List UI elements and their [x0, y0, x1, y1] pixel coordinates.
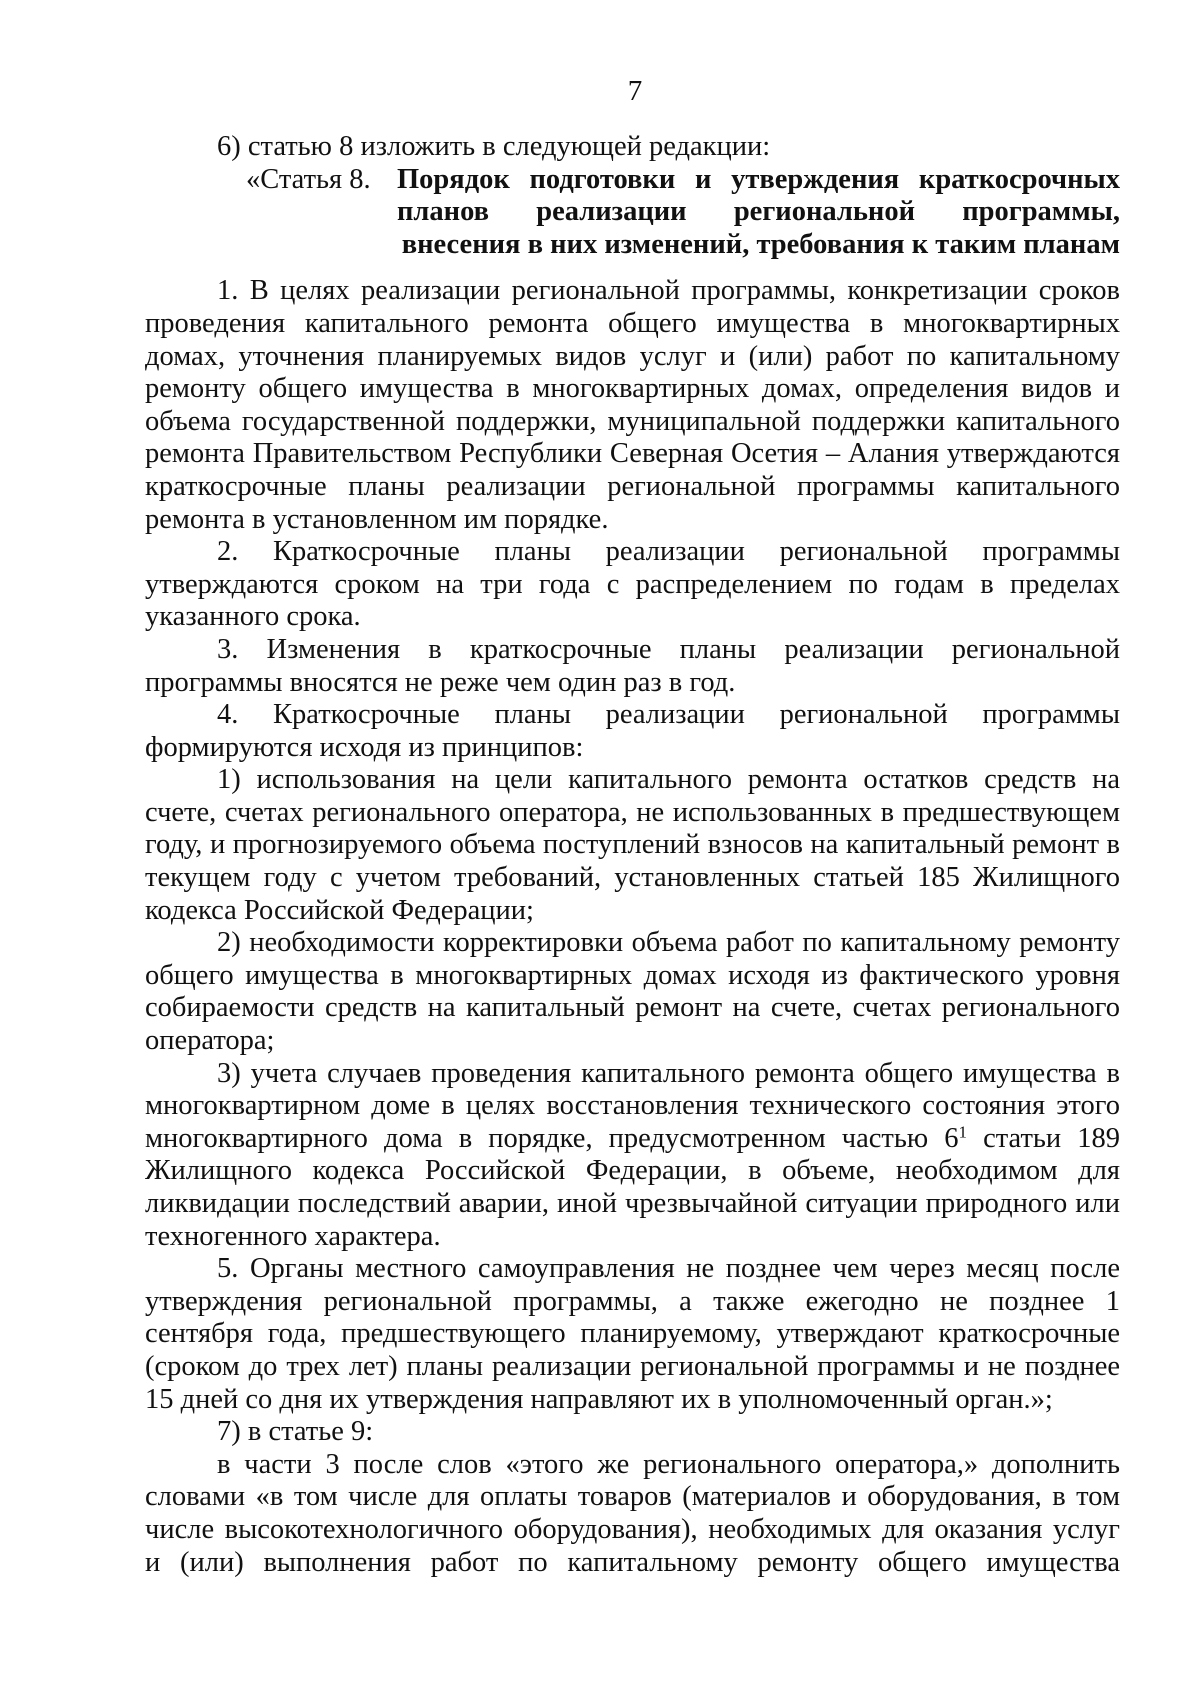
paragraph-2: 2. Краткосрочные планы реализации региональной программы утверждаются сроком на три года с распределением по годам в пределах указанного срока. [145, 536, 1120, 633]
paragraph-4-item-1: 1) использования на цели капитального ремонта остатков средств на счете, счетах регионального оператора, не использованных в предшествующем году, и прогнозируемого объема поступлений взносов на капитальный ремонт в текущем году с учетом требований, установленных статьей 185 Жилищного кодекса Российской Федерации; [145, 764, 1120, 926]
article-heading [145, 164, 1120, 262]
heading-spacer [145, 261, 1120, 275]
amendment-item-7: 7) в статье 9: [217, 1416, 374, 1448]
amendment-item-7-text: в части 3 после слов «этого же регионального оператора,» дополнить словами «в том числе для оплаты товаров (материалов и оборудования, в том числе высокотехнологичного оборудования), необходимых для оказания услуг и (или) выполнения работ по капитальному ремонту общего имущества [145, 1448, 1120, 1578]
item-3-text-start: 3) учета случаев проведения капитального ремонта общего имущества в многоквартирном доме в целях восстановления технического состояния этого многоквартирного дома в порядке, предусмотренном частью 6 [145, 1057, 1120, 1154]
paragraph-5: 5. Органы местного самоуправления не позднее чем через месяц после утверждения региональной программы, а также ежегодно не позднее 1 сентября года, предшествующего планируемому, утверждают краткосрочные (сроком до трех лет) планы реализации региональной программы и не позднее 15 дней со дня их утверждения направляют их в уполномоченный орган.»; [145, 1253, 1120, 1415]
paragraph-4: 4. Краткосрочные планы реализации региональной программы формируются исходя из принципов: [145, 699, 1120, 763]
article-title [397, 164, 1120, 262]
superscript-index: 1 [958, 1122, 968, 1142]
item-3-text-end: статьи 189 Жилищного кодекса Российской Федерации, в объеме, необходимом для ликвидации последствий аварии, иной чрезвычайной ситуации природного или техногенного характера. [145, 1122, 1120, 1252]
paragraph-4-item-2: 2) необходимости корректировки объема работ по капитальному ремонту общего имущества в многоквартирных домах исходя из фактического уровня собираемости средств на капитальный ремонт на счете, счетах регионального оператора; [145, 927, 1120, 1057]
article-number: «Статья 8. [246, 163, 371, 195]
article-title-line-2: внесения в них изменений, требования к таким планам [401, 228, 1120, 260]
paragraph-3: 3. Изменения в краткосрочные планы реализации региональной программы вносятся не реже чем один раз в год. [145, 633, 1120, 698]
paragraph-4-item-3 [145, 1058, 1120, 1254]
amendment-item-6: 6) статью 8 изложить в следующей редакции: [217, 131, 771, 162]
paragraph-1: 1. В целях реализации региональной программы, конкретизации сроков проведения капитального ремонта общего имущества в многоквартирных домах, уточнения планируемых видов услуг и (или) работ по капитальному ремонту общего имущества в многоквартирных домах, определения видов и объема государственной поддержки, муниципальной поддержки капитального ремонта Правительством Республики Северная Осетия – Алания утверждаются краткосрочные планы реализации региональной программы капитального ремонта в установленном им порядке. [145, 275, 1120, 535]
page-number: 7 [627, 75, 643, 107]
document-body [145, 131, 1120, 1579]
article-title-line-1: Порядок подготовки и утверждения краткосрочных планов реализации региональной программы, [397, 163, 1120, 228]
